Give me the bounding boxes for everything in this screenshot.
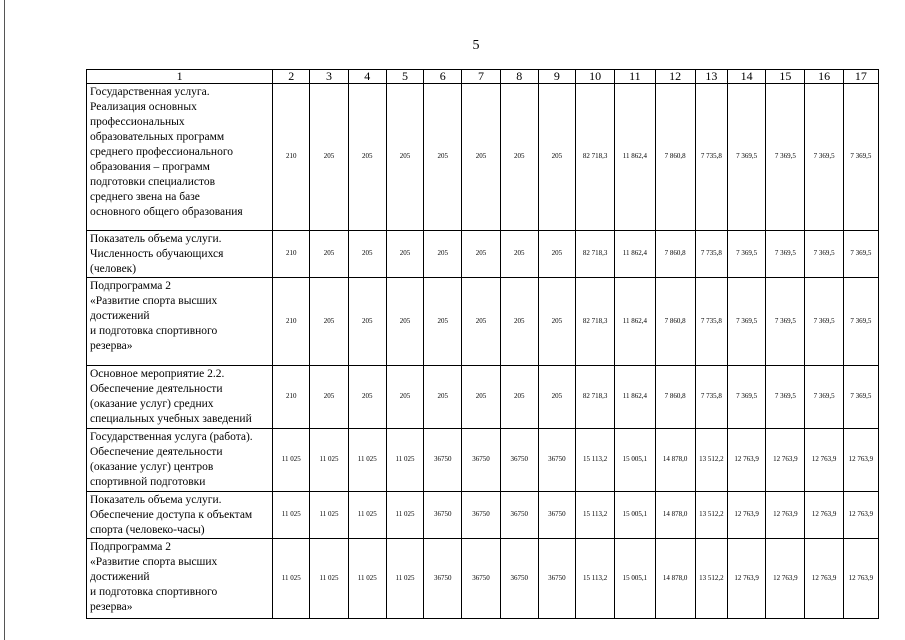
value-cell: 7 369,5 bbox=[727, 231, 765, 278]
value-cell: 11 025 bbox=[386, 492, 423, 539]
row-label-line: достижений bbox=[90, 310, 150, 323]
value-cell: 205 bbox=[500, 278, 538, 366]
table-row bbox=[87, 366, 879, 429]
value-cell: 12 763,9 bbox=[805, 492, 843, 539]
value-cell: 205 bbox=[348, 231, 386, 278]
value-cell: 11 862,4 bbox=[615, 84, 655, 231]
value-cell: 15 005,1 bbox=[615, 429, 655, 492]
page-margin-rule bbox=[4, 0, 5, 640]
value-cell: 7 369,5 bbox=[727, 84, 765, 231]
row-label-line: образования – программ bbox=[90, 161, 210, 174]
value-cell: 205 bbox=[538, 278, 575, 366]
value-cell: 36750 bbox=[462, 539, 500, 619]
value-cell: 36750 bbox=[500, 429, 538, 492]
value-cell: 12 763,9 bbox=[843, 539, 878, 619]
value-cell: 7 369,5 bbox=[805, 84, 843, 231]
row-label bbox=[87, 366, 273, 429]
table-row bbox=[87, 539, 879, 619]
row-label-line: и подготовка спортивного bbox=[90, 586, 218, 599]
value-cell: 205 bbox=[310, 84, 348, 231]
value-cell: 36750 bbox=[538, 539, 575, 619]
value-cell: 7 735,8 bbox=[695, 278, 727, 366]
value-cell: 205 bbox=[500, 84, 538, 231]
value-cell: 7 369,5 bbox=[805, 366, 843, 429]
value-cell: 11 025 bbox=[310, 539, 348, 619]
value-cell: 205 bbox=[500, 366, 538, 429]
value-cell: 12 763,9 bbox=[727, 429, 765, 492]
value-cell: 7 369,5 bbox=[843, 278, 878, 366]
row-label-line: Обеспечение деятельности bbox=[90, 446, 223, 459]
value-cell: 205 bbox=[310, 366, 348, 429]
value-cell: 15 113,2 bbox=[576, 539, 615, 619]
value-cell: 13 512,2 bbox=[695, 429, 727, 492]
page-number: 5 bbox=[472, 38, 480, 53]
row-label bbox=[87, 539, 273, 619]
value-cell: 205 bbox=[462, 231, 500, 278]
row-label-line: (оказание услуг) средних bbox=[90, 398, 214, 411]
value-cell: 82 718,3 bbox=[576, 278, 615, 366]
value-cell: 15 113,2 bbox=[576, 429, 615, 492]
row-label-line: среднего звена на базе bbox=[90, 191, 200, 204]
value-cell: 82 718,3 bbox=[576, 84, 615, 231]
row-label bbox=[87, 231, 273, 278]
row-label-line: спорта (человеко-часы) bbox=[90, 524, 205, 537]
value-cell: 12 763,9 bbox=[805, 539, 843, 619]
value-cell: 11 025 bbox=[348, 429, 386, 492]
row-label-line: Подпрограмма 2 bbox=[90, 280, 172, 293]
row-label-line: среднего профессионального bbox=[90, 146, 234, 159]
column-header: 9 bbox=[538, 70, 575, 84]
value-cell: 36750 bbox=[500, 492, 538, 539]
column-header: 4 bbox=[348, 70, 386, 84]
column-header: 8 bbox=[500, 70, 538, 84]
row-label-line: Показатель объема услуги. bbox=[90, 494, 222, 507]
header-row bbox=[87, 70, 879, 84]
value-cell: 210 bbox=[273, 366, 310, 429]
value-cell: 210 bbox=[273, 231, 310, 278]
value-cell: 205 bbox=[348, 278, 386, 366]
value-cell: 7 735,8 bbox=[695, 231, 727, 278]
value-cell: 13 512,2 bbox=[695, 539, 727, 619]
row-label-line: специальных учебных заведений bbox=[90, 413, 252, 426]
value-cell: 11 025 bbox=[386, 539, 423, 619]
value-cell: 205 bbox=[538, 366, 575, 429]
row-label-line: (человек) bbox=[90, 263, 137, 276]
value-cell: 210 bbox=[273, 278, 310, 366]
value-cell: 11 025 bbox=[348, 492, 386, 539]
value-cell: 205 bbox=[500, 231, 538, 278]
row-label-line: Государственная услуга. bbox=[90, 86, 210, 99]
row-label-line: Государственная услуга (работа). bbox=[90, 431, 253, 444]
table-row bbox=[87, 84, 879, 231]
value-cell: 7 369,5 bbox=[766, 84, 805, 231]
row-label-line: Обеспечение деятельности bbox=[90, 383, 223, 396]
value-cell: 7 369,5 bbox=[727, 366, 765, 429]
value-cell: 14 878,0 bbox=[655, 492, 695, 539]
value-cell: 15 005,1 bbox=[615, 539, 655, 619]
value-cell: 11 862,4 bbox=[615, 366, 655, 429]
row-label-line: образовательных программ bbox=[90, 131, 225, 144]
value-cell: 12 763,9 bbox=[727, 492, 765, 539]
value-cell: 205 bbox=[462, 366, 500, 429]
row-label-line: Численность обучающихся bbox=[90, 248, 224, 261]
column-header: 16 bbox=[805, 70, 843, 84]
value-cell: 11 025 bbox=[273, 492, 310, 539]
value-cell: 12 763,9 bbox=[843, 492, 878, 539]
value-cell: 12 763,9 bbox=[766, 492, 805, 539]
value-cell: 11 862,4 bbox=[615, 278, 655, 366]
column-header: 2 bbox=[273, 70, 310, 84]
column-header: 10 bbox=[576, 70, 615, 84]
value-cell: 7 735,8 bbox=[695, 84, 727, 231]
value-cell: 36750 bbox=[424, 429, 462, 492]
row-label-line: Подпрограмма 2 bbox=[90, 541, 172, 554]
value-cell: 205 bbox=[386, 231, 423, 278]
value-cell: 7 369,5 bbox=[843, 231, 878, 278]
value-cell: 7 860,8 bbox=[655, 231, 695, 278]
column-header: 11 bbox=[615, 70, 655, 84]
row-label-line: резерва» bbox=[90, 601, 133, 614]
value-cell: 12 763,9 bbox=[843, 429, 878, 492]
value-cell: 14 878,0 bbox=[655, 429, 695, 492]
value-cell: 7 369,5 bbox=[805, 231, 843, 278]
value-cell: 7 369,5 bbox=[843, 366, 878, 429]
table-row bbox=[87, 278, 879, 366]
row-label-line: Показатель объема услуги. bbox=[90, 233, 222, 246]
column-header: 13 bbox=[695, 70, 727, 84]
value-cell: 7 369,5 bbox=[766, 231, 805, 278]
value-cell: 11 025 bbox=[348, 539, 386, 619]
row-label bbox=[87, 84, 273, 231]
value-cell: 205 bbox=[348, 366, 386, 429]
column-header: 1 bbox=[87, 70, 273, 84]
value-cell: 82 718,3 bbox=[576, 231, 615, 278]
table-row bbox=[87, 429, 879, 492]
value-cell: 205 bbox=[424, 84, 462, 231]
column-header: 17 bbox=[843, 70, 878, 84]
row-label-line: подготовки специалистов bbox=[90, 176, 216, 189]
value-cell: 11 862,4 bbox=[615, 231, 655, 278]
value-cell: 7 369,5 bbox=[805, 278, 843, 366]
value-cell: 205 bbox=[386, 278, 423, 366]
value-cell: 36750 bbox=[424, 492, 462, 539]
row-label-line: и подготовка спортивного bbox=[90, 325, 218, 338]
value-cell: 82 718,3 bbox=[576, 366, 615, 429]
row-label-line: резерва» bbox=[90, 340, 133, 353]
row-label-line: профессиональных bbox=[90, 116, 185, 129]
value-cell: 14 878,0 bbox=[655, 539, 695, 619]
value-cell: 7 860,8 bbox=[655, 84, 695, 231]
value-cell: 7 860,8 bbox=[655, 366, 695, 429]
value-cell: 12 763,9 bbox=[766, 429, 805, 492]
value-cell: 7 860,8 bbox=[655, 278, 695, 366]
column-header: 14 bbox=[727, 70, 765, 84]
value-cell: 7 369,5 bbox=[727, 278, 765, 366]
row-label bbox=[87, 492, 273, 539]
value-cell: 11 025 bbox=[273, 429, 310, 492]
column-header: 15 bbox=[766, 70, 805, 84]
value-cell: 11 025 bbox=[386, 429, 423, 492]
value-cell: 205 bbox=[310, 231, 348, 278]
value-cell: 7 369,5 bbox=[843, 84, 878, 231]
value-cell: 11 025 bbox=[310, 429, 348, 492]
table-row bbox=[87, 231, 879, 278]
row-label-line: основного общего образования bbox=[90, 206, 243, 219]
column-header: 7 bbox=[462, 70, 500, 84]
value-cell: 205 bbox=[538, 84, 575, 231]
value-cell: 205 bbox=[348, 84, 386, 231]
row-label bbox=[87, 429, 273, 492]
value-cell: 36750 bbox=[538, 492, 575, 539]
column-header: 5 bbox=[386, 70, 423, 84]
value-cell: 36750 bbox=[462, 429, 500, 492]
value-cell: 12 763,9 bbox=[766, 539, 805, 619]
column-header: 3 bbox=[310, 70, 348, 84]
value-cell: 36750 bbox=[424, 539, 462, 619]
value-cell: 205 bbox=[538, 231, 575, 278]
row-label-line: Обеспечение доступа к объектам bbox=[90, 509, 253, 522]
value-cell: 15 113,2 bbox=[576, 492, 615, 539]
row-label-line: спортивной подготовки bbox=[90, 476, 206, 489]
row-label-line: (оказание услуг) центров bbox=[90, 461, 214, 474]
value-cell: 36750 bbox=[500, 539, 538, 619]
value-cell: 205 bbox=[462, 278, 500, 366]
row-label bbox=[87, 278, 273, 366]
value-cell: 12 763,9 bbox=[805, 429, 843, 492]
value-cell: 7 369,5 bbox=[766, 366, 805, 429]
budget-table bbox=[86, 69, 879, 619]
value-cell: 205 bbox=[310, 278, 348, 366]
value-cell: 205 bbox=[424, 231, 462, 278]
row-label-line: «Развитие спорта высших bbox=[90, 295, 218, 308]
value-cell: 210 bbox=[273, 84, 310, 231]
value-cell: 11 025 bbox=[310, 492, 348, 539]
value-cell: 205 bbox=[424, 278, 462, 366]
value-cell: 13 512,2 bbox=[695, 492, 727, 539]
column-header: 6 bbox=[424, 70, 462, 84]
value-cell: 12 763,9 bbox=[727, 539, 765, 619]
row-label-line: Основное мероприятие 2.2. bbox=[90, 368, 225, 381]
value-cell: 205 bbox=[424, 366, 462, 429]
column-header: 12 bbox=[655, 70, 695, 84]
value-cell: 7 735,8 bbox=[695, 366, 727, 429]
value-cell: 36750 bbox=[462, 492, 500, 539]
value-cell: 205 bbox=[386, 366, 423, 429]
table-row bbox=[87, 492, 879, 539]
value-cell: 11 025 bbox=[273, 539, 310, 619]
value-cell: 205 bbox=[462, 84, 500, 231]
row-label-line: Реализация основных bbox=[90, 101, 197, 114]
row-label-line: «Развитие спорта высших bbox=[90, 556, 218, 569]
value-cell: 205 bbox=[386, 84, 423, 231]
value-cell: 7 369,5 bbox=[766, 278, 805, 366]
value-cell: 15 005,1 bbox=[615, 492, 655, 539]
value-cell: 36750 bbox=[538, 429, 575, 492]
row-label-line: достижений bbox=[90, 571, 150, 584]
